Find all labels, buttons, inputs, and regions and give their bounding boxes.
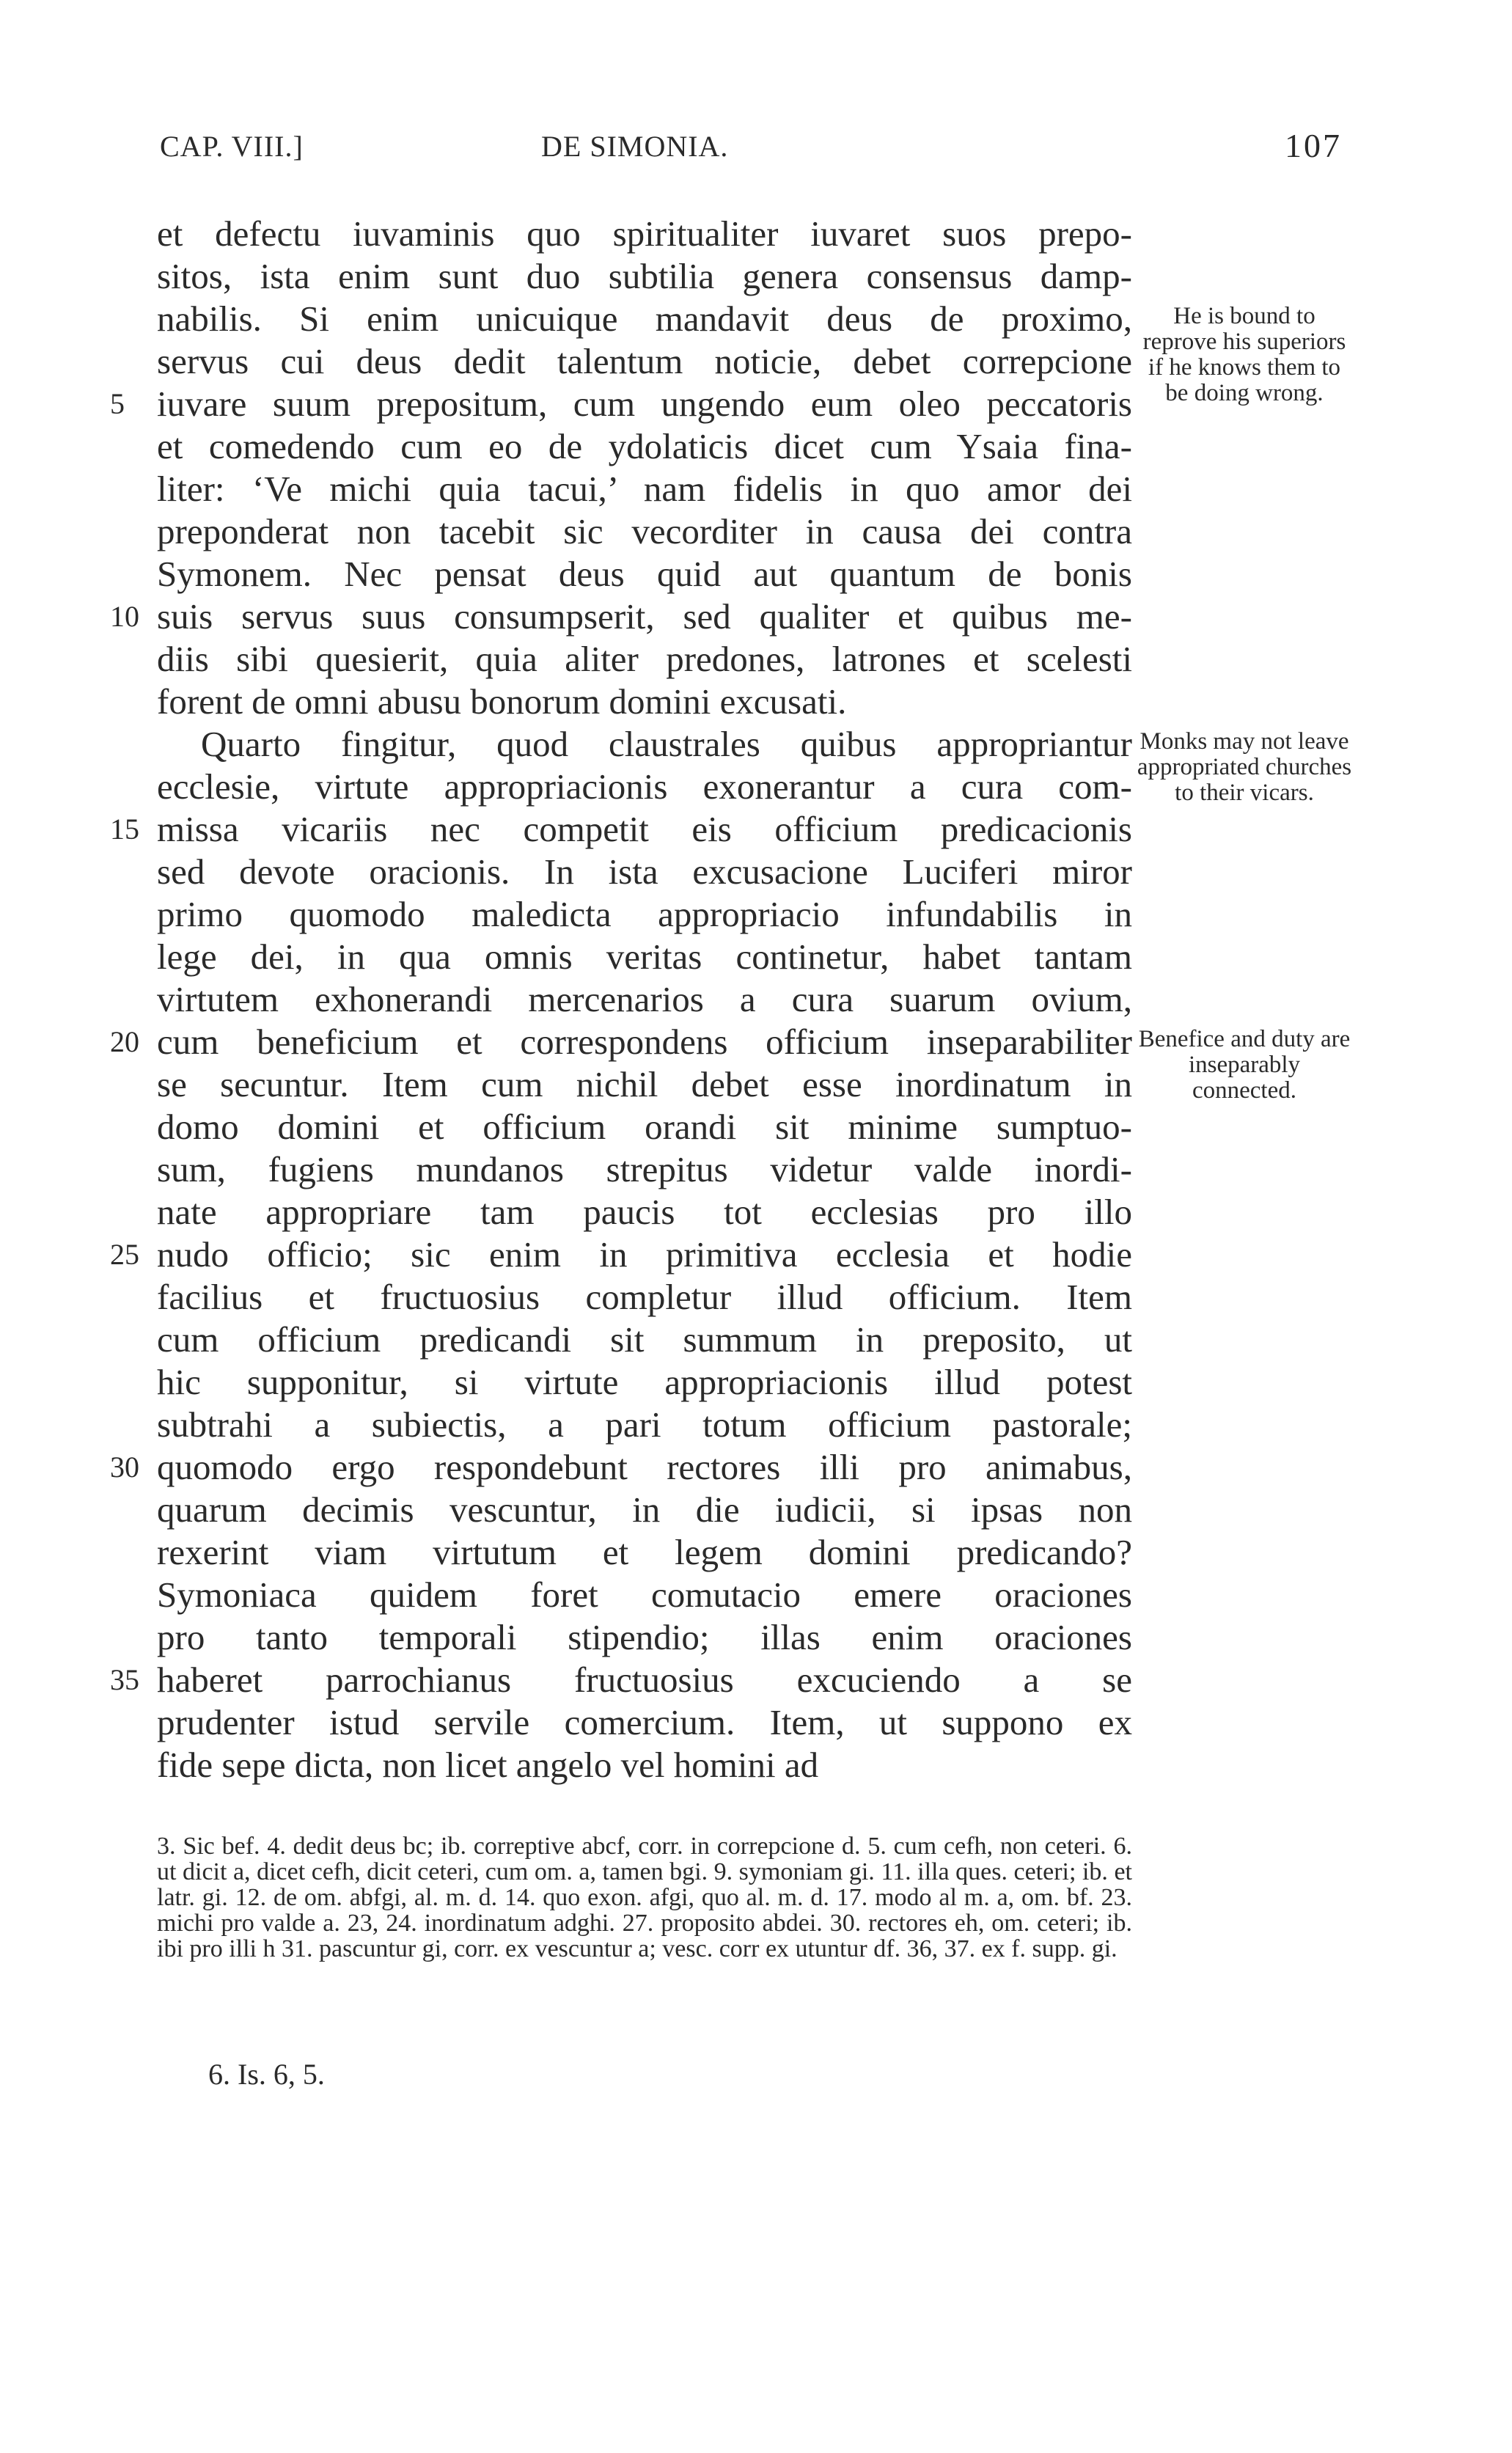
text-line: iuvare suum prepositum, cum ungendo eum oleo peccatoris xyxy=(157,384,1132,424)
text-line: lege dei, in qua omnis veritas continetur, habet tantam xyxy=(157,936,1132,977)
line-number: 10 xyxy=(110,600,139,633)
text-line: hic supponitur, si virtute appropriacionis illud potest xyxy=(157,1362,1132,1402)
critical-note: 3. Sic bef. 4. dedit deus bc; ib. correptive abcf, corr. in correpcione d. 5. cum cefh, non ceteri. 6. ut dicit a, dicet cefh, dicit ceteri, cum om. a, tamen bgi. 9. symoniam gi. 11. illa ques. ceteri; ib. et latr. gi. 12. de om. abfgi, al. m. d. 14. quo exon. afgi, quo al. m. d. 17. modo al m. a, om. bf. 23. michi pro valde a. 23, 24. inordinatum adghi. 27. proposito abdei. 30. rectores eh, om. ceteri; ib. ibi pro illi h 31. pascuntur gi, corr. ex vescuntur a; vesc. corr ex utuntur df. 36, 37. ex f. supp. gi. xyxy=(157,1833,1132,1962)
text-line: prudenter istud servile comercium. Item, ut suppono ex xyxy=(157,1702,1132,1742)
text-line: forent de omni abusu bonorum domini excusati. xyxy=(157,681,847,722)
text-line: nudo officio; sic enim in primitiva ecclesia et hodie xyxy=(157,1234,1132,1275)
text-line: virtutem exhonerandi mercenarios a cura suarum ovium, xyxy=(157,979,1132,1019)
text-line: domo domini et officium orandi sit minime sumptuo- xyxy=(157,1107,1132,1147)
text-line: primo quomodo maledicta appropriacio infundabilis in xyxy=(157,894,1132,934)
text-line: cum officium predicandi sit summum in preposito, ut xyxy=(157,1319,1132,1360)
text-line: sitos, ista enim sunt duo subtilia genera consensus damp- xyxy=(157,256,1132,296)
text-line: liter: ‘Ve michi quia tacui,’ nam fidelis in quo amor dei xyxy=(157,469,1132,509)
text-line: facilius et fructuosius completur illud officium. Item xyxy=(157,1277,1132,1317)
text-line: fide sepe dicta, non licet angelo vel homini ad xyxy=(157,1745,819,1785)
running-header-title: DE SIMONIA. xyxy=(541,130,729,163)
line-number: 35 xyxy=(110,1663,139,1696)
text-line: nate appropriare tam paucis tot ecclesias pro illo xyxy=(157,1192,1132,1232)
margin-note: He is bound to reprove his superiors if he knows them to be doing wrong. xyxy=(1142,303,1346,406)
text-line: Symoniaca quidem foret comutacio emere oraciones xyxy=(157,1574,1132,1615)
line-number: 25 xyxy=(110,1238,139,1271)
line-number: 5 xyxy=(110,387,125,420)
line-number: 15 xyxy=(110,813,139,846)
text-line: Symonem. Nec pensat deus quid aut quantum de bonis xyxy=(157,554,1132,594)
text-line: quomodo ergo respondebunt rectores illi pro animabus, xyxy=(157,1447,1132,1487)
text-line: se secuntur. Item cum nichil debet esse inordinatum in xyxy=(157,1064,1132,1104)
line-number: 30 xyxy=(110,1451,139,1484)
text-line: cum beneficium et correspondens officium inseparabiliter xyxy=(157,1022,1132,1062)
text-line: Quarto fingitur, quod claustrales quibus appropriantur xyxy=(201,724,1132,764)
text-line: diis sibi quesierit, quia aliter predones, latrones et scelesti xyxy=(157,639,1132,679)
running-header-chapter: CAP. VIII.] xyxy=(160,130,304,163)
text-line: preponderat non tacebit sic vecorditer in causa dei contra xyxy=(157,511,1132,551)
text-line: haberet parrochianus fructuosius excuciendo a se xyxy=(157,1660,1132,1700)
text-line: suis servus suus consumpserit, sed qualiter et quibus me- xyxy=(157,596,1132,637)
line-number: 20 xyxy=(110,1025,139,1058)
text-line: et comedendo cum eo de ydolaticis dicet cum Ysaia fina- xyxy=(157,426,1132,466)
text-line: servus cui deus dedit talentum noticie, debet correpcione xyxy=(157,341,1132,381)
text-line: rexerint viam virtutum et legem domini predicando? xyxy=(157,1532,1132,1572)
page-number: 107 xyxy=(1285,127,1342,164)
critical-apparatus xyxy=(157,1833,1132,1962)
text-line: sum, fugiens mundanos strepitus videtur valde inordi- xyxy=(157,1149,1132,1189)
scripture-reference: 6. Is. 6, 5. xyxy=(208,2058,325,2091)
text-line: quarum decimis vescuntur, in die iudicii, si ipsas non xyxy=(157,1489,1132,1530)
text-line: subtrahi a subiectis, a pari totum officium pastorale; xyxy=(157,1404,1132,1445)
margin-note: Monks may not leave appropriated churches to their vicars. xyxy=(1137,728,1352,806)
text-line: pro tanto temporali stipendio; illas enim oraciones xyxy=(157,1617,1132,1657)
text-line: missa vicariis nec competit eis officium predicacionis xyxy=(157,809,1132,849)
text-line: sed devote oracionis. In ista excusacione Luciferi miror xyxy=(157,851,1132,892)
margin-note: Benefice and duty are inseparably connected. xyxy=(1138,1026,1351,1104)
text-line: et defectu iuvaminis quo spiritualiter iuvaret suos prepo- xyxy=(157,213,1132,254)
text-line: ecclesie, virtute appropriacionis exonerantur a cura com- xyxy=(157,766,1132,807)
text-line: nabilis. Si enim unicuique mandavit deus de proximo, xyxy=(157,298,1132,339)
